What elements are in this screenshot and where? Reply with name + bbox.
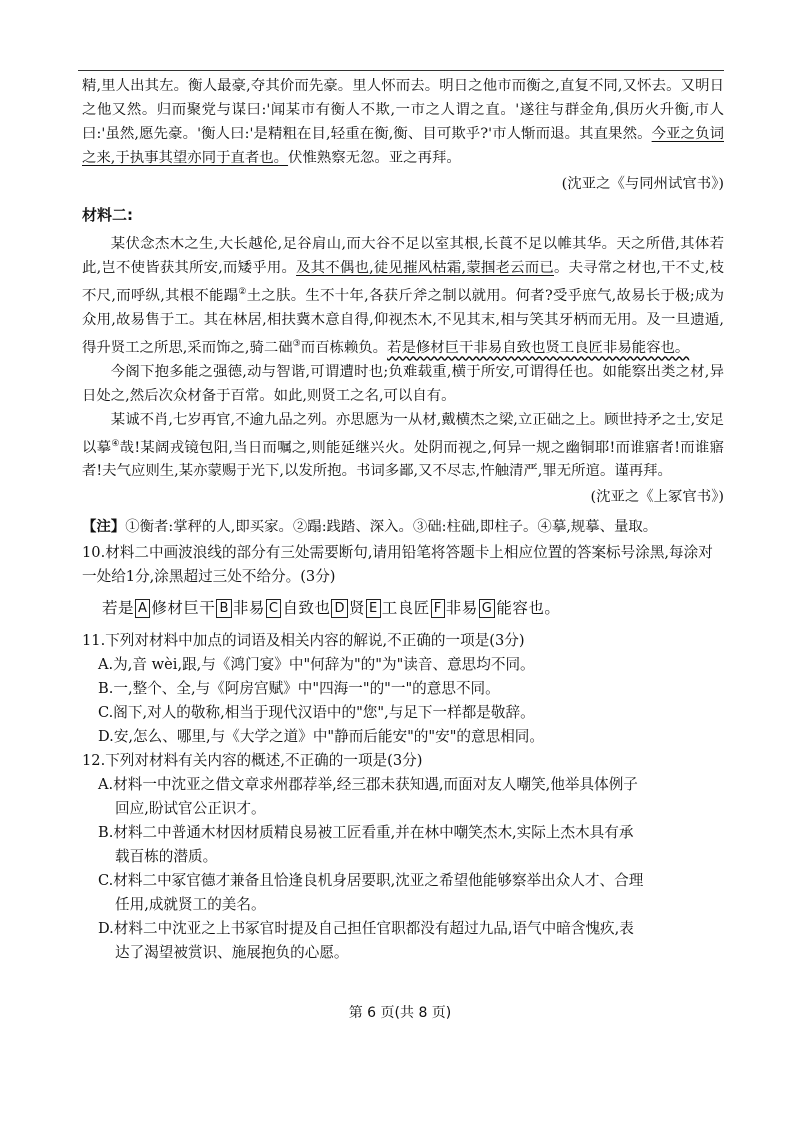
- note-mark-4: ④: [111, 438, 120, 449]
- q10-box-a[interactable]: A: [135, 599, 150, 618]
- q10-box-b[interactable]: B: [216, 599, 231, 618]
- q10-box-d[interactable]: D: [331, 599, 348, 618]
- q10-segment: 修材巨干: [151, 599, 216, 618]
- material1-paragraph: [82, 74, 724, 170]
- q10-segment: 若是: [102, 599, 135, 618]
- note-text: ①衡者:掌秤的人,即买家。②蹋:践踏、深入。③础:柱础,即柱子。④摹,规摹、量取。: [125, 519, 658, 536]
- annotation-note: [82, 515, 724, 539]
- question-12-stem: 12.下列对材料有关内容的概述,不正确的一项是(3分): [82, 752, 423, 770]
- q11-option-c: C.阁下,对人的敬称,相当于现代汉语中的"您",与足下一样都是敬辞。: [98, 704, 535, 722]
- material2-paragraph-2: 今阁下抱多能之强德,动与智谐,可谓遭时也;负难载重,横于所安,可谓得任也。如能察出类之材,异日处之,然后次众材备于百常。如此,则贤工之名,可以自有。: [82, 363, 724, 404]
- q12-option-a: A.材料一中沈亚之借文章求州郡荐举,经三郡未获知遇,而面对友人嘲笑,他举具体例子: [98, 776, 638, 794]
- q10-segment: 非易: [445, 599, 478, 618]
- q12-option-b: B.材料二中普通木材因材质精良易被工匠看重,并在林中嘲笑杰木,实际上杰木具有承: [98, 824, 634, 842]
- question-10-stem: 10.材料二中画波浪线的部分有三处需要断句,请用铅笔将答题卡上相应位置的答案标号涂黑,每涂对一处给1分,涂黑超过三处不给分。(3分): [82, 544, 713, 586]
- q10-segment: 能容也。: [496, 599, 561, 618]
- q10-box-g[interactable]: G: [479, 599, 496, 618]
- material1-tail: 伏惟熟察无忽。亚之再拜。: [288, 150, 461, 166]
- q11-option-b: B.一,整个、全,与《阿房宫赋》中"四海一"的"一"的意思不同。: [98, 680, 500, 698]
- note-mark-3: ③: [292, 338, 301, 349]
- material2-paragraph-1: [82, 232, 724, 360]
- m2p1-underlined: 及其不偶也,徒见摧风枯霜,蒙掴老云而已: [296, 260, 554, 276]
- m2p1-text-d: 而百栋赖负。: [300, 339, 388, 356]
- question-11-stem: 11.下列对材料中加点的词语及相关内容的解说,不正确的一项是(3分): [82, 632, 525, 650]
- material1-source: (沈亚之《与同州试官书》): [561, 176, 724, 192]
- q12-option-a-cont: 回应,盼试官公正识才。: [115, 800, 266, 818]
- q10-segment: 工良匠: [381, 599, 430, 618]
- m2p3-text-a: 某诚不肖,七岁再官,不逾九品之列。亦思愿为一从材,戴横杰之梁,立正础之上。顾世持矛之士,安足以摹: [82, 411, 724, 456]
- material2-paragraph-3: [82, 408, 724, 484]
- m2p1-text-c: 土之肤。生不十年,各获斤斧之制以就用。何者?受乎庶气,故易长于极;成为众用,故易售于工。其在林居,相扶冀木意自得,仰视杰木,不见其末,相与笑其牙柄而无用。及一旦遗遁,得升贤工之所思,采而饰之,骑二础: [82, 287, 725, 356]
- q12-option-c-cont: 任用,成就贤工的美名。: [115, 896, 266, 914]
- q10-segment: 非易: [232, 599, 265, 618]
- q11-option-d: D.安,怎么、哪里,与《大学之道》中"静而后能安"的"安"的意思相同。: [98, 728, 544, 746]
- q12-option-b-cont: 载百栋的潜质。: [115, 848, 218, 866]
- q10-segment: 贤: [348, 599, 365, 618]
- material2-source: (沈亚之《上冢官书》): [590, 489, 724, 506]
- m2p1-wavy: 若是修材巨干非易自致也贤工良匠非易能容也。: [387, 339, 690, 356]
- q12-option-d: D.材料二中沈亚之上书冢官时提及自己担任官职都没有超过九品,语气中暗含愧疚,表: [98, 920, 634, 938]
- question-10-sentence: [102, 593, 724, 623]
- m2p3-text-b: 哉!某阔戎镜包阳,当日而嘱之,则能延继兴火。处阴而视之,何异一规之幽铜耶!而谁寤者!而谁寤者!夫气应则生,某亦蒙赐于光下,以发所抱。书词多鄙,又不尽志,忤触清严,罪无所逭。谨再拜。: [82, 439, 724, 480]
- page-content: [82, 74, 724, 965]
- m2p1-text-a: 某伏念杰木之生,大长越伦,足谷肩山,而大谷不足以室其根,长莨不足以帷其华。天之所借,其体若此,岂不使皆获其所安,而矮乎用。: [82, 236, 724, 276]
- material1-underlined: 今亚之负词之来,于执事其望亦同于直者也。: [82, 126, 724, 166]
- page-footer: 第 6 页(共 8 页): [348, 1005, 452, 1021]
- q10-box-e[interactable]: E: [366, 599, 381, 618]
- header-rule: [78, 70, 724, 71]
- q10-box-f[interactable]: F: [431, 599, 445, 618]
- note-mark-2: ②: [238, 287, 247, 297]
- material1-text: 精,里人出其左。衡人最豪,夺其价而先豪。里人怀而去。明日之他市而衡之,直复不同,又怀去。又明日之他又然。归而聚党与谋曰:'闻某市有衡人不欺,一市之人谓之直。'遂往与群金角,俱历火升衡,市人曰:'虽然,愿先豪。'衡人曰:'是精粗在目,轻重在衡,衡、目可欺乎?'市人惭而退。其直果然。: [82, 78, 724, 142]
- m2p1-text-b: 。夫寻常之材也,干不丈,枝不尺,而呼纵,其根不能蹋: [82, 260, 725, 304]
- q12-option-d-cont: 达了渴望被赏识、施展抱负的心愿。: [115, 944, 349, 962]
- q11-option-a: A.为,音 wèi,跟,与《鸿门宴》中"何辞为"的"为"读音、意思均不同。: [98, 656, 535, 674]
- q12-option-c: C.材料二中冢官德才兼备且恰逢良机身居要职,沈亚之希望他能够察举出众人才、合理: [98, 872, 644, 890]
- q10-box-c[interactable]: C: [266, 599, 282, 618]
- note-label: 【注】: [82, 519, 126, 536]
- q10-segment: 自致也: [282, 599, 331, 618]
- material2-heading: 材料二:: [82, 206, 133, 224]
